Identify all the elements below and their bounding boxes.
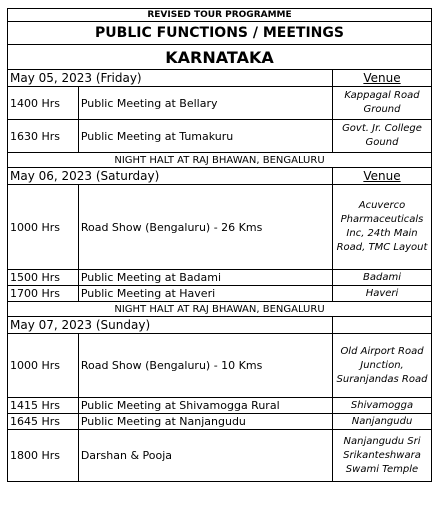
event-time: 1645 Hrs — [8, 414, 79, 430]
event-row — [8, 87, 432, 120]
event-row — [8, 398, 432, 414]
night-halt: NIGHT HALT AT RAJ BHAWAN, BENGALURU — [8, 153, 432, 168]
event-venue: Nanjangudu — [333, 414, 432, 430]
event-time: 1700 Hrs — [8, 286, 79, 302]
event-time: 1000 Hrs — [8, 334, 79, 398]
event-title: Darshan & Pooja — [78, 430, 332, 482]
revised-title: REVISED TOUR PROGRAMME — [8, 9, 432, 22]
event-row — [8, 286, 432, 302]
day-date: May 07, 2023 (Sunday) — [8, 317, 333, 334]
day-date: May 05, 2023 (Friday) — [8, 70, 333, 87]
event-venue: Badami — [333, 270, 432, 286]
event-title: Public Meeting at Tumakuru — [78, 120, 332, 153]
event-row — [8, 334, 432, 398]
day-date: May 06, 2023 (Saturday) — [8, 168, 333, 185]
event-row — [8, 120, 432, 153]
day-header-row — [8, 317, 432, 334]
schedule-table — [7, 8, 432, 482]
day-header-row — [8, 70, 432, 87]
event-time: 1000 Hrs — [8, 185, 79, 270]
venue-column-spacer — [333, 317, 432, 334]
venue-column-header: Venue — [333, 70, 432, 87]
functions-title: PUBLIC FUNCTIONS / MEETINGS — [8, 22, 432, 45]
event-time: 1630 Hrs — [8, 120, 79, 153]
event-row — [8, 430, 432, 482]
event-title: Public Meeting at Shivamogga Rural — [78, 398, 332, 414]
event-venue: Acuverco Pharmaceuticals Inc, 24th Main Road, TMC Layout — [333, 185, 432, 270]
tour-programme-sheet — [7, 8, 432, 482]
state-title: KARNATAKA — [8, 45, 432, 70]
event-title: Public Meeting at Badami — [78, 270, 332, 286]
event-time: 1800 Hrs — [8, 430, 79, 482]
event-venue: Kappagal Road Ground — [333, 87, 432, 120]
venue-column-header: Venue — [333, 168, 432, 185]
event-time: 1500 Hrs — [8, 270, 79, 286]
event-time: 1400 Hrs — [8, 87, 79, 120]
event-title: Road Show (Bengaluru) - 10 Kms — [78, 334, 332, 398]
event-row — [8, 414, 432, 430]
event-venue: Haveri — [333, 286, 432, 302]
event-row — [8, 270, 432, 286]
event-title: Public Meeting at Bellary — [78, 87, 332, 120]
night-halt: NIGHT HALT AT RAJ BHAWAN, BENGALURU — [8, 302, 432, 317]
event-time: 1415 Hrs — [8, 398, 79, 414]
event-venue: Old Airport Road Junction, Suranjandas Road — [333, 334, 432, 398]
event-title: Public Meeting at Nanjangudu — [78, 414, 332, 430]
event-venue: Govt. Jr. College Gound — [333, 120, 432, 153]
event-venue: Nanjangudu Sri Srikanteshwara Swami Temple — [333, 430, 432, 482]
event-row — [8, 185, 432, 270]
event-title: Road Show (Bengaluru) - 26 Kms — [78, 185, 332, 270]
event-venue: Shivamogga — [333, 398, 432, 414]
event-title: Public Meeting at Haveri — [78, 286, 332, 302]
day-header-row — [8, 168, 432, 185]
